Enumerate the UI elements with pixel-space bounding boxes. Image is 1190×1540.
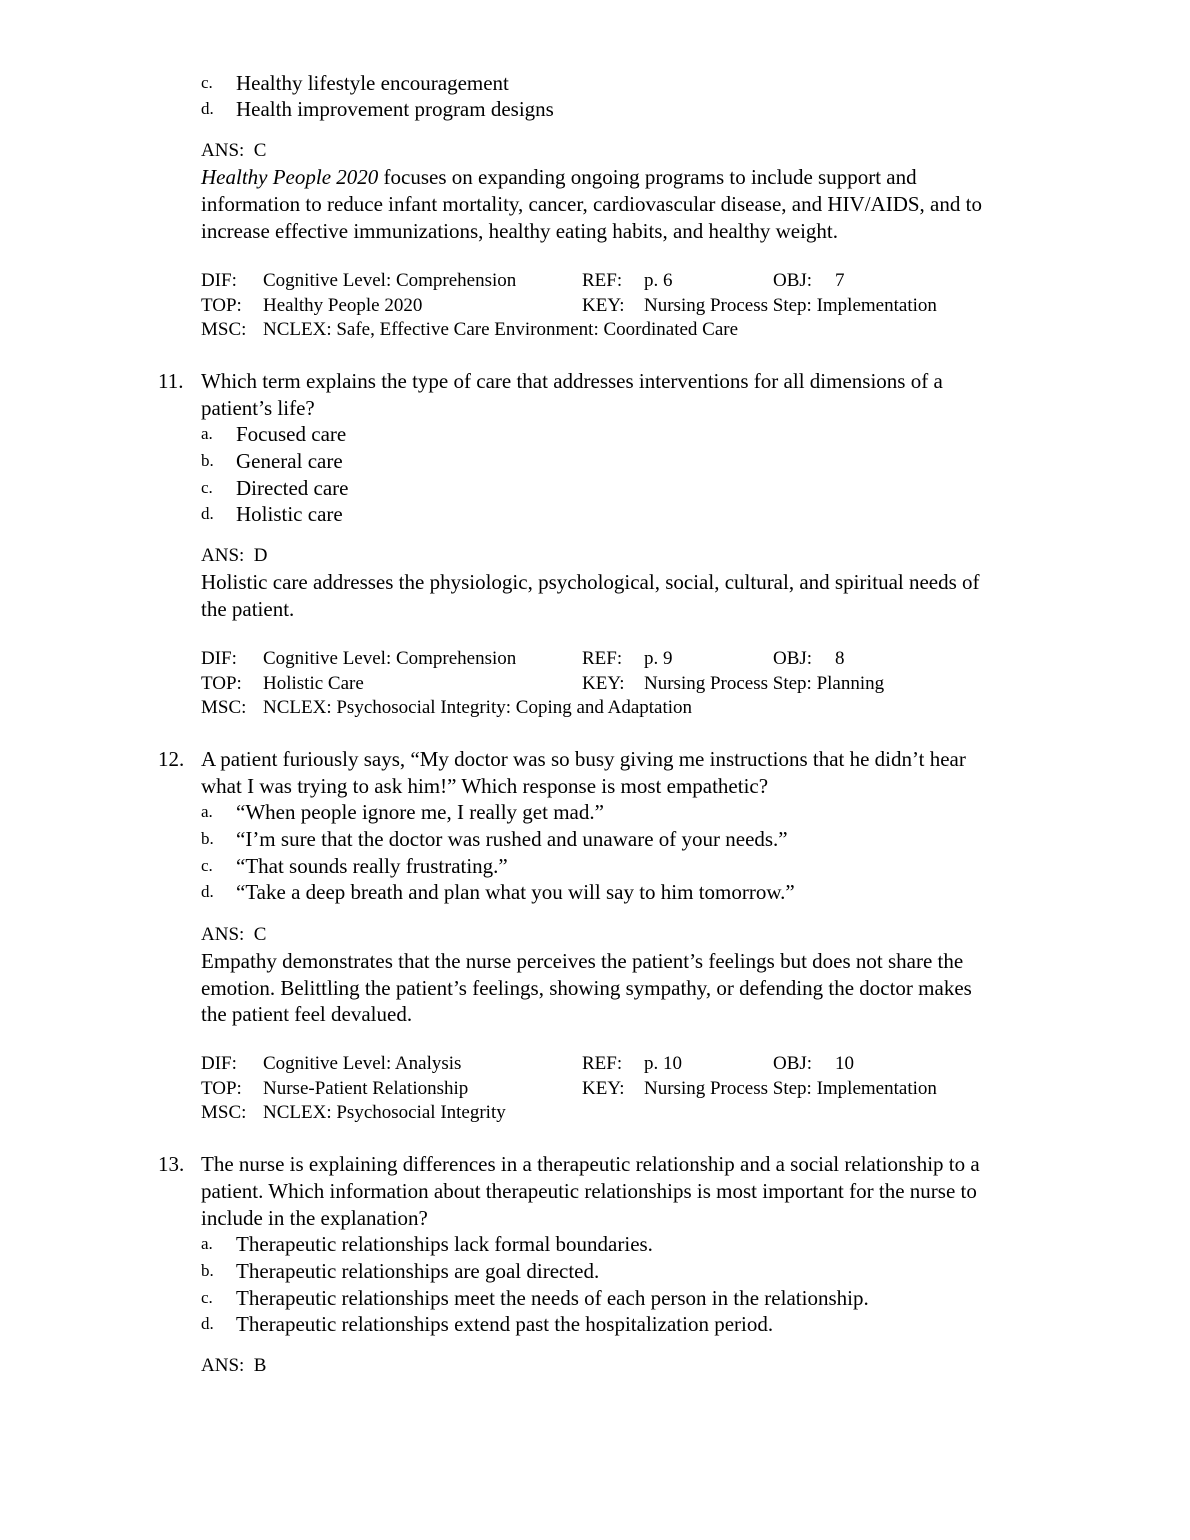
dif-label: DIF: xyxy=(201,648,237,669)
option-text: “When people ignore me, I really get mad.” xyxy=(236,800,604,824)
dif-value: Cognitive Level: Analysis xyxy=(263,1053,462,1074)
option-letter: c. xyxy=(201,1288,213,1307)
msc-label: MSC: xyxy=(201,319,247,340)
rationale-line: information to reduce infant mortality, cancer, cardiovascular disease, and HIV/AIDS, and to xyxy=(201,192,982,216)
obj-label: OBJ: xyxy=(773,648,813,669)
ref-label: REF: xyxy=(582,1053,623,1074)
answer-label: ANS: xyxy=(201,1355,245,1376)
msc-value: NCLEX: Psychosocial Integrity: Coping and Adaptation xyxy=(263,697,693,718)
question-stem: include in the explanation? xyxy=(201,1206,428,1230)
question-number: 12. xyxy=(158,747,185,771)
answer-line xyxy=(201,1353,266,1380)
answer-line xyxy=(201,543,268,570)
option-text: Directed care xyxy=(236,476,349,500)
ref-value: p. 9 xyxy=(644,648,673,669)
rationale-text: focuses on expanding ongoing programs to include support and xyxy=(378,165,917,189)
dif-value: Cognitive Level: Comprehension xyxy=(263,648,517,669)
question-metadata xyxy=(201,647,1051,722)
obj-value: 10 xyxy=(835,1053,854,1074)
answer-value: C xyxy=(253,140,267,161)
key-value: Nursing Process Step: Planning xyxy=(644,673,885,694)
question-stem: A patient furiously says, “My doctor was so busy giving me instructions that he didn’t hear xyxy=(201,747,966,771)
rationale-line: emotion. Belittling the patient’s feelings, showing sympathy, or defending the doctor makes xyxy=(201,976,972,1000)
option-letter: a. xyxy=(201,802,213,821)
answer-value: B xyxy=(253,1355,267,1376)
msc-value: NCLEX: Safe, Effective Care Environment: Coordinated Care xyxy=(263,319,739,340)
question-stem: what I was trying to ask him!” Which response is most empathetic? xyxy=(201,774,769,798)
answer-label: ANS: xyxy=(201,140,245,161)
top-value: Holistic Care xyxy=(263,673,364,694)
option-letter: b. xyxy=(201,451,214,470)
option-letter: b. xyxy=(201,1261,214,1280)
rationale-line: increase effective immunizations, healthy eating habits, and healthy weight. xyxy=(201,219,838,243)
question-number: 13. xyxy=(158,1152,185,1176)
question-stem: patient. Which information about therapeutic relationships is most important for the nurse to xyxy=(201,1179,977,1203)
question-metadata xyxy=(201,269,1051,344)
dif-label: DIF: xyxy=(201,270,237,291)
answer-label: ANS: xyxy=(201,545,245,566)
key-value: Nursing Process Step: Implementation xyxy=(644,1078,937,1099)
answer-line xyxy=(201,138,266,165)
key-value: Nursing Process Step: Implementation xyxy=(644,295,937,316)
msc-label: MSC: xyxy=(201,697,247,718)
obj-label: OBJ: xyxy=(773,1053,813,1074)
ref-label: REF: xyxy=(582,270,623,291)
ref-value: p. 10 xyxy=(644,1053,682,1074)
ref-value: p. 6 xyxy=(644,270,673,291)
key-label: KEY: xyxy=(582,1078,625,1099)
answer-label: ANS: xyxy=(201,924,245,945)
rationale-line: Holistic care addresses the physiologic, psychological, social, cultural, and spiritual needs of xyxy=(201,570,980,594)
rationale-italic: Healthy People 2020 xyxy=(201,165,379,189)
answer-value: C xyxy=(253,924,267,945)
option-letter: c. xyxy=(201,73,213,92)
option-text: “That sounds really frustrating.” xyxy=(236,854,508,878)
dif-value: Cognitive Level: Comprehension xyxy=(263,270,517,291)
option-letter: d. xyxy=(201,882,214,901)
rationale-line: the patient. xyxy=(201,597,295,621)
option-letter: b. xyxy=(201,829,214,848)
option-text: “Take a deep breath and plan what you will say to him tomorrow.” xyxy=(236,880,795,904)
option-letter: a. xyxy=(201,1234,213,1253)
question-stem: The nurse is explaining differences in a therapeutic relationship and a social relationship to a xyxy=(201,1152,980,1176)
option-text: Focused care xyxy=(236,422,347,446)
answer-value: D xyxy=(253,545,268,566)
top-value: Healthy People 2020 xyxy=(263,295,423,316)
ref-label: REF: xyxy=(582,648,623,669)
option-letter: d. xyxy=(201,1314,214,1333)
option-letter: c. xyxy=(201,856,213,875)
option-letter: a. xyxy=(201,424,213,443)
answer-line xyxy=(201,922,266,949)
top-label: TOP: xyxy=(201,673,242,694)
option-text: Health improvement program designs xyxy=(236,97,554,121)
option-text: Holistic care xyxy=(236,502,343,526)
top-label: TOP: xyxy=(201,1078,242,1099)
top-value: Nurse-Patient Relationship xyxy=(263,1078,469,1099)
obj-value: 8 xyxy=(835,648,845,669)
option-letter: d. xyxy=(201,504,214,523)
rationale-line: the patient feel devalued. xyxy=(201,1002,413,1026)
option-text: General care xyxy=(236,449,343,473)
option-text: Therapeutic relationships are goal directed. xyxy=(236,1259,600,1283)
option-text: Therapeutic relationships extend past the hospitalization period. xyxy=(236,1312,774,1336)
option-text: Therapeutic relationships meet the needs of each person in the relationship. xyxy=(236,1286,869,1310)
key-label: KEY: xyxy=(582,673,625,694)
top-label: TOP: xyxy=(201,295,242,316)
option-text: Healthy lifestyle encouragement xyxy=(236,71,509,95)
obj-value: 7 xyxy=(835,270,845,291)
msc-label: MSC: xyxy=(201,1102,247,1123)
msc-value: NCLEX: Psychosocial Integrity xyxy=(263,1102,506,1123)
rationale-line xyxy=(201,164,917,191)
key-label: KEY: xyxy=(582,295,625,316)
obj-label: OBJ: xyxy=(773,270,813,291)
question-stem: patient’s life? xyxy=(201,396,315,420)
question-stem: Which term explains the type of care that addresses interventions for all dimensions of a xyxy=(201,369,943,393)
option-text: Therapeutic relationships lack formal boundaries. xyxy=(236,1232,653,1256)
question-metadata xyxy=(201,1052,1051,1127)
question-number: 11. xyxy=(158,369,184,393)
dif-label: DIF: xyxy=(201,1053,237,1074)
option-text: “I’m sure that the doctor was rushed and unaware of your needs.” xyxy=(236,827,788,851)
rationale-line: Empathy demonstrates that the nurse perceives the patient’s feelings but does not share the xyxy=(201,949,964,973)
option-letter: c. xyxy=(201,478,213,497)
option-letter: d. xyxy=(201,99,214,118)
